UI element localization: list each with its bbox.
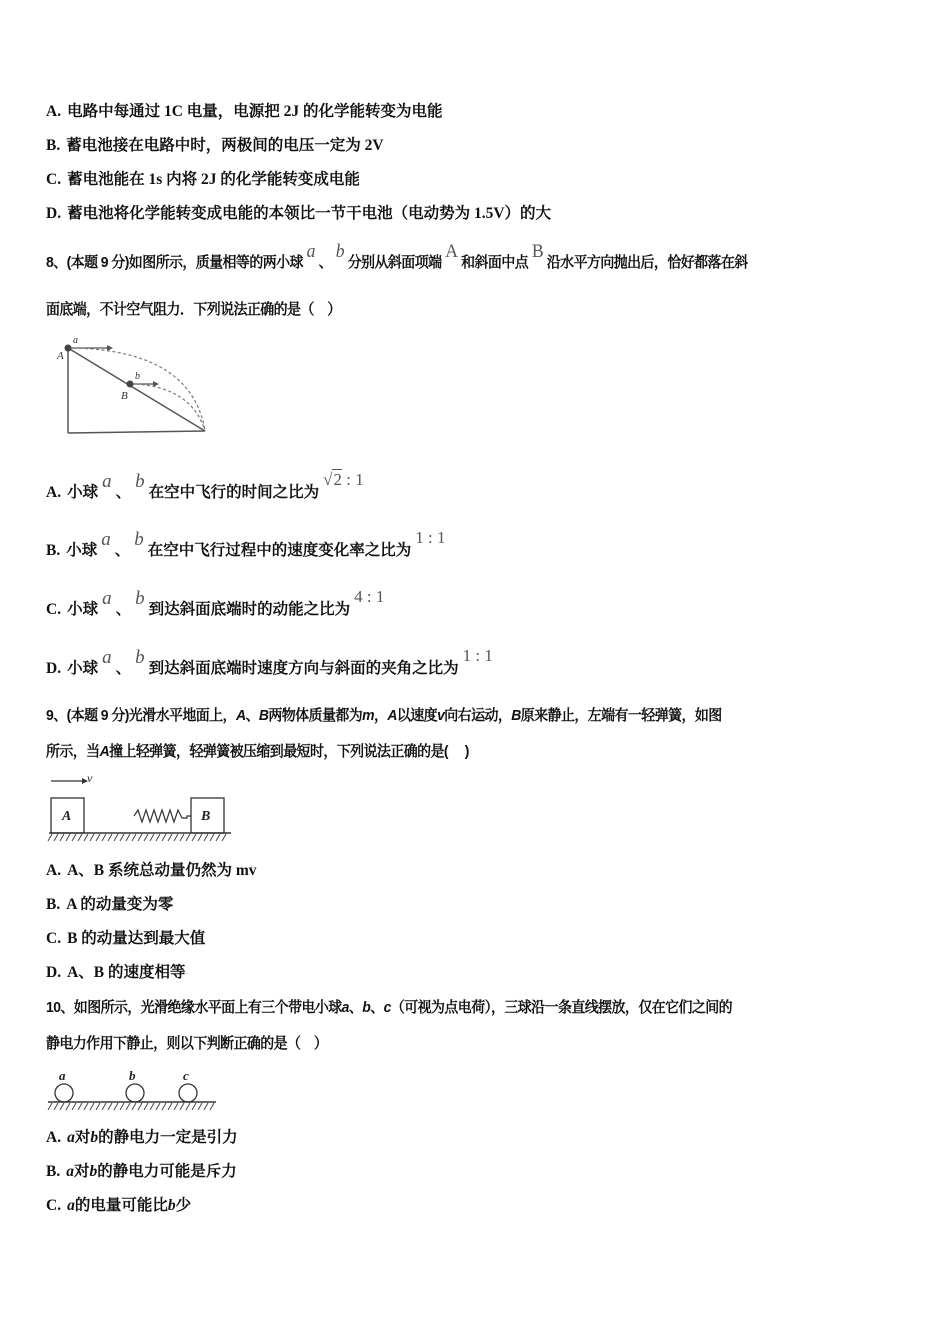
option-text: 在空中飞行的时间之比为 — [148, 484, 320, 501]
var-c: c — [383, 999, 391, 1016]
var-b: b — [90, 1129, 99, 1146]
option-text: A 的动量变为零 — [66, 896, 174, 913]
var-b: b — [362, 999, 371, 1016]
ratio-rest: : 1 — [341, 470, 364, 489]
stem-text: 面底端，不计空气阻力．下列说法正确的是（ ） — [46, 301, 341, 318]
stem-text: 静电力作用下静止，则以下判断正确的是（ ） — [46, 1035, 328, 1052]
q8-option-a — [46, 470, 364, 503]
q8-incline-figure — [52, 333, 212, 438]
q9-stem-line2 — [46, 742, 469, 762]
q10-option-a — [46, 1128, 238, 1148]
stem-text: ， — [373, 707, 388, 724]
stem-text: 原来静止，左端有一轻弹簧，如图 — [520, 707, 722, 724]
svg-text:A: A — [57, 350, 64, 362]
svg-text:B: B — [201, 809, 211, 824]
separator: 、 — [318, 254, 333, 271]
q9-spring-figure — [46, 772, 236, 842]
svg-text:b: b — [135, 371, 140, 382]
var-b: b — [134, 529, 144, 550]
option-letter: C. — [46, 1197, 62, 1214]
q7-option-a — [46, 102, 443, 122]
question-number: 9、 — [46, 707, 67, 724]
option-text: 在空中飞行过程中的速度变化率之比为 — [147, 542, 412, 559]
option-text: B 的动量达到最大值 — [67, 930, 206, 947]
stem-text: 和斜面中点 — [461, 254, 529, 271]
option-letter: B. — [46, 542, 61, 559]
q9-stem-line1 — [46, 706, 722, 726]
var-a: a — [102, 647, 112, 668]
var-A: A — [445, 241, 458, 262]
option-text: 对 — [73, 1163, 90, 1180]
var-b: b — [335, 241, 345, 262]
stem-text: 分别从斜面项端 — [347, 254, 442, 271]
svg-text:b: b — [129, 1068, 136, 1083]
q8-option-c — [46, 587, 385, 620]
q10-balls-figure — [46, 1065, 221, 1113]
var-B: B — [511, 707, 521, 724]
q7-option-d — [46, 204, 551, 224]
option-letter: A. — [46, 484, 62, 501]
stem-text: 撞上轻弹簧，轻弹簧被压缩到最短时，下列说法正确的是( ) — [109, 743, 469, 760]
var-b: b — [167, 1197, 176, 1214]
q10-stem-line1 — [46, 998, 732, 1018]
q9-option-a — [46, 861, 257, 881]
option-letter: C. — [46, 171, 62, 188]
q8-option-b — [46, 528, 446, 561]
var-b: b — [135, 588, 145, 609]
var-v: v — [437, 707, 445, 724]
option-letter: B. — [46, 137, 61, 154]
q9-option-b — [46, 895, 173, 915]
option-text: 的静电力可能是斥力 — [97, 1163, 237, 1180]
option-text: 小球 — [66, 542, 98, 559]
option-text: A、B 系统总动量仍然为 mv — [67, 862, 257, 879]
option-text: 蓄电池能在 1s 内将 2J 的化学能转变成电能 — [67, 171, 360, 188]
option-letter: A. — [46, 862, 62, 879]
separator: 、 — [245, 707, 259, 724]
q8-stem-line2 — [46, 300, 341, 320]
option-text: 的静电力一定是引力 — [98, 1129, 238, 1146]
option-text: 小球 — [67, 660, 99, 677]
ratio: 4 : 1 — [354, 587, 385, 606]
svg-text:v: v — [87, 772, 93, 785]
q7-option-c — [46, 170, 360, 190]
option-letter: D. — [46, 205, 62, 222]
q8-stem-line1 — [46, 241, 748, 273]
separator: 、 — [115, 660, 132, 677]
separator: 、 — [370, 999, 384, 1016]
sqrt-value: 2 — [333, 470, 342, 489]
var-a: a — [102, 588, 112, 609]
stem-text: 向右运动， — [444, 707, 512, 724]
var-m: m — [362, 707, 374, 724]
separator: 、 — [115, 484, 132, 501]
stem-text: 如图所示，质量相等的两小球 — [128, 254, 303, 271]
q8-option-d — [46, 646, 493, 679]
var-a: a — [67, 1197, 75, 1214]
stem-text: 沿水平方向抛出后，恰好都落在斜 — [546, 254, 748, 271]
var-a: a — [102, 471, 112, 492]
stem-text: 两物体质量都为 — [268, 707, 363, 724]
option-letter: D. — [46, 964, 62, 981]
var-A: A — [99, 743, 110, 760]
q10-option-b — [46, 1162, 237, 1182]
option-letter: A. — [46, 1129, 62, 1146]
option-letter: C. — [46, 930, 62, 947]
stem-text: 光滑水平地面上， — [128, 707, 236, 724]
option-letter: B. — [46, 1163, 61, 1180]
question-number: 10、 — [46, 999, 74, 1016]
option-text: 少 — [175, 1197, 192, 1214]
option-text: 对 — [74, 1129, 91, 1146]
svg-text:A: A — [62, 809, 72, 824]
var-b: b — [135, 471, 145, 492]
svg-text:a: a — [59, 1068, 66, 1083]
option-letter: B. — [46, 896, 61, 913]
q10-option-c — [46, 1196, 191, 1216]
var-a: a — [67, 1129, 75, 1146]
var-a: a — [341, 999, 349, 1016]
separator: 、 — [115, 601, 132, 618]
question-number: 8、 — [46, 254, 67, 271]
option-text: 的电量可能比 — [74, 1197, 168, 1214]
option-text: 蓄电池将化学能转变成电能的本领比一节干电池（电动势为 1.5V）的大 — [67, 205, 552, 222]
stem-text: 以速度 — [396, 707, 438, 724]
ratio: √2 : 1 — [323, 470, 364, 489]
var-B: B — [258, 707, 269, 724]
option-letter: D. — [46, 660, 62, 677]
var-b: b — [89, 1163, 98, 1180]
var-a: a — [306, 241, 315, 262]
stem-text: 所示，当 — [46, 743, 100, 760]
separator: 、 — [348, 999, 363, 1016]
var-a: a — [101, 529, 111, 550]
option-letter: C. — [46, 601, 62, 618]
stem-text: （可视为点电荷），三球沿一条直线摆放，仅在它们之间的 — [390, 999, 733, 1016]
q7-option-b — [46, 136, 384, 156]
var-A: A — [387, 707, 397, 724]
option-letter: A. — [46, 103, 62, 120]
q9-option-d — [46, 963, 186, 983]
stem-text: 如图所示，光滑绝缘水平面上有三个带电小球 — [73, 999, 342, 1016]
option-text: 小球 — [67, 484, 99, 501]
svg-text:c: c — [183, 1068, 189, 1083]
option-text: 小球 — [67, 601, 99, 618]
svg-text:a: a — [73, 335, 78, 346]
var-b: b — [135, 647, 145, 668]
option-text: 到达斜面底端时的动能之比为 — [148, 601, 351, 618]
q10-stem-line2 — [46, 1034, 327, 1054]
ratio: 1 : 1 — [462, 646, 493, 665]
question-score: (本题 9 分) — [66, 254, 129, 271]
q9-option-c — [46, 929, 205, 949]
var-a: a — [66, 1163, 74, 1180]
option-text: A、B 的速度相等 — [67, 964, 186, 981]
option-text: 到达斜面底端时速度方向与斜面的夹角之比为 — [148, 660, 459, 677]
question-score: (本题 9 分) — [66, 707, 129, 724]
ratio: 1 : 1 — [415, 528, 446, 547]
separator: 、 — [114, 542, 131, 559]
var-B: B — [531, 241, 544, 262]
option-text: 电路中每通过 1C 电量，电源把 2J 的化学能转变为电能 — [67, 103, 443, 120]
var-A: A — [235, 707, 246, 724]
option-text: 蓄电池接在电路中时，两极间的电压一定为 2V — [66, 137, 384, 154]
svg-text:B: B — [121, 390, 128, 402]
